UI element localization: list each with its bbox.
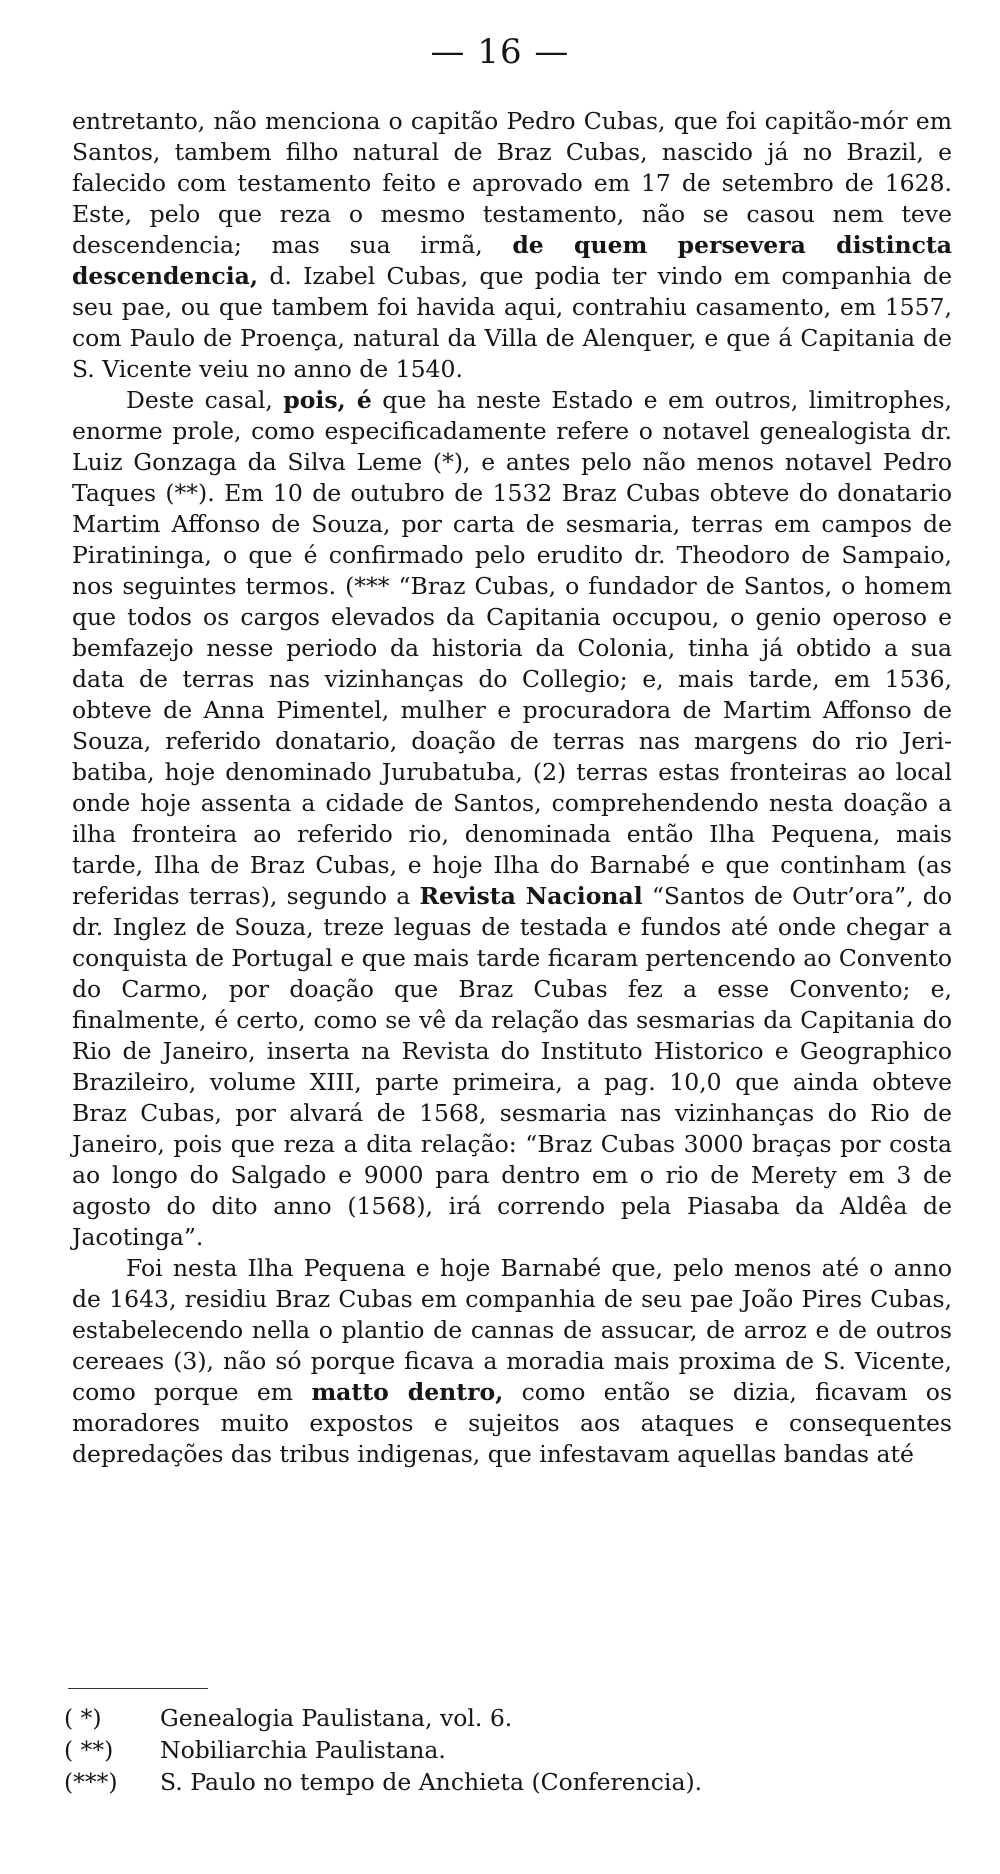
footnote-3-text: S. Paulo no tempo de Anchieta (Conferencia). [160,1768,703,1796]
footnote-1 [64,1702,944,1734]
paragraph-2-text-c: que ha neste Estado e em outros, limitrophes, enorme prole, como especificadamente refere o notavel genealogista dr. Luiz Gonzaga da Silva Leme (*), e antes pelo não menos notavel Pedro Taques (**). Em 10 de outubro de 1532 Braz Cubas obteve do donatario Martim Affonso de Souza, por carta de sesmaria, terras em campos de Piratininga, o que é confirmado pelo erudito dr. Theodoro de Sampaio, nos seguintes termos. (*** “Braz Cubas, o fundador de Santos, o homem que todos os cargos elevados da Capitania occupou, o genio operoso e bemfazejo nesse periodo da historia da Colonia, tinha já obtido a sua data de terras nas vizinhanças do Collegio; e, mais tarde, em 1536, obteve de Anna Pimentel, mulher e procuradora de Martim Affonso de Souza, referido donatario, doação de terras nas margens do rio Jeribatiba, hoje denominado Jurubatuba, (2) terras estas fronteiras ao local onde hoje assenta a cidade de Santos, comprehendendo nesta doação a ilha fronteira ao referido rio, denominada então Ilha Pequena, mais tarde, Ilha de Braz Cubas, e hoje Ilha do Barnabé e que continham (as referidas terras), segundo a [72,386,953,910]
paragraph-1-text-a: entretanto, não menciona o capitão Pedro Cubas, que foi capitão-mór em Santos, tambem filho natural de Braz Cubas, nascido já no Brazil, e falecido com testamento feito e aprovado em 17 de setembro de 1628. Este, pelo que reza o mesmo testamento, não se casou nem teve descendencia; mas sua irmã, [72,107,952,259]
body-text [72,106,952,1470]
paragraph-1 [72,106,952,385]
paragraph-1-bold-phrase: de quem persevera distincta descendencia, [72,231,952,290]
paragraph-3-bold-phrase: matto dentro, [311,1378,504,1406]
footnote-2 [64,1734,944,1766]
paragraph-2-bold-title: Revista Nacional [419,882,643,910]
paragraph-2 [72,385,952,1253]
footnote-3 [64,1766,944,1798]
footnote-3-mark: (***) [64,1768,118,1796]
paragraph-2-text-a: Deste casal, [126,386,284,414]
footnote-1-mark: ( *) [64,1704,102,1732]
paragraph-3-text-c: como então se dizia, ficavam os moradores muito expostos e sujeitos aos ataques e consequentes depredações das tribus indigenas, que infestavam aquellas bandas até [72,1378,953,1468]
footnote-1-text: Genealogia Paulistana, vol. 6. [160,1704,513,1732]
paragraph-3-text-a: Foi nesta Ilha Pequena e hoje Barnabé que, pelo menos até o anno de 1643, residiu Braz Cubas em companhia de seu pae João Pires Cubas, estabelecendo nella o plantio de cannas de assucar, de arroz e de outros cereaes (3), não só porque ficava a moradia mais proxima de S. Vicente, como porque em [72,1254,952,1406]
footnotes [64,1702,944,1798]
footnote-separator-rule [68,1688,208,1689]
footnote-2-mark: ( **) [64,1736,114,1764]
footnote-2-text: Nobiliarchia Paulistana. [160,1736,446,1764]
paragraph-3 [72,1253,952,1470]
paragraph-1-text-c: d. Izabel Cubas, que podia ter vindo em companhia de seu pae, ou que tambem foi havida aqui, contrahiu casamento, em 1557, com Paulo de Proença, natural da Villa de Alenquer, e que á Capitania de S. Vicente veiu no anno de 1540. [72,262,952,383]
page-number: — 16 — [430,32,570,72]
paragraph-2-text-e: “Santos de Outr’ora”, do dr. Inglez de Souza, treze leguas de testada e fundos até onde chegar a conquista de Portugal e que mais tarde ficaram pertencendo ao Convento do Carmo, por doação que Braz Cubas fez a esse Convento; e, finalmente, é certo, como se vê da relação das sesmarias da Capitania do Rio de Janeiro, inserta na Revista do Instituto Historico e Geographico Brazileiro, volume XIII, parte primeira, a pag. 10,0 que ainda obteve Braz Cubas, por alvará de 1568, sesmaria nas vizinhanças do Rio de Janeiro, pois que reza a dita relação: “Braz Cubas 3000 braças por costa ao longo do Salgado e 9000 para dentro em o rio de Merety em 3 de agosto do dito anno (1568), irá correndo pela Piasaba da Aldêa de Jacotinga”. [72,882,952,1251]
paragraph-2-bold-phrase: pois, é [283,386,372,414]
